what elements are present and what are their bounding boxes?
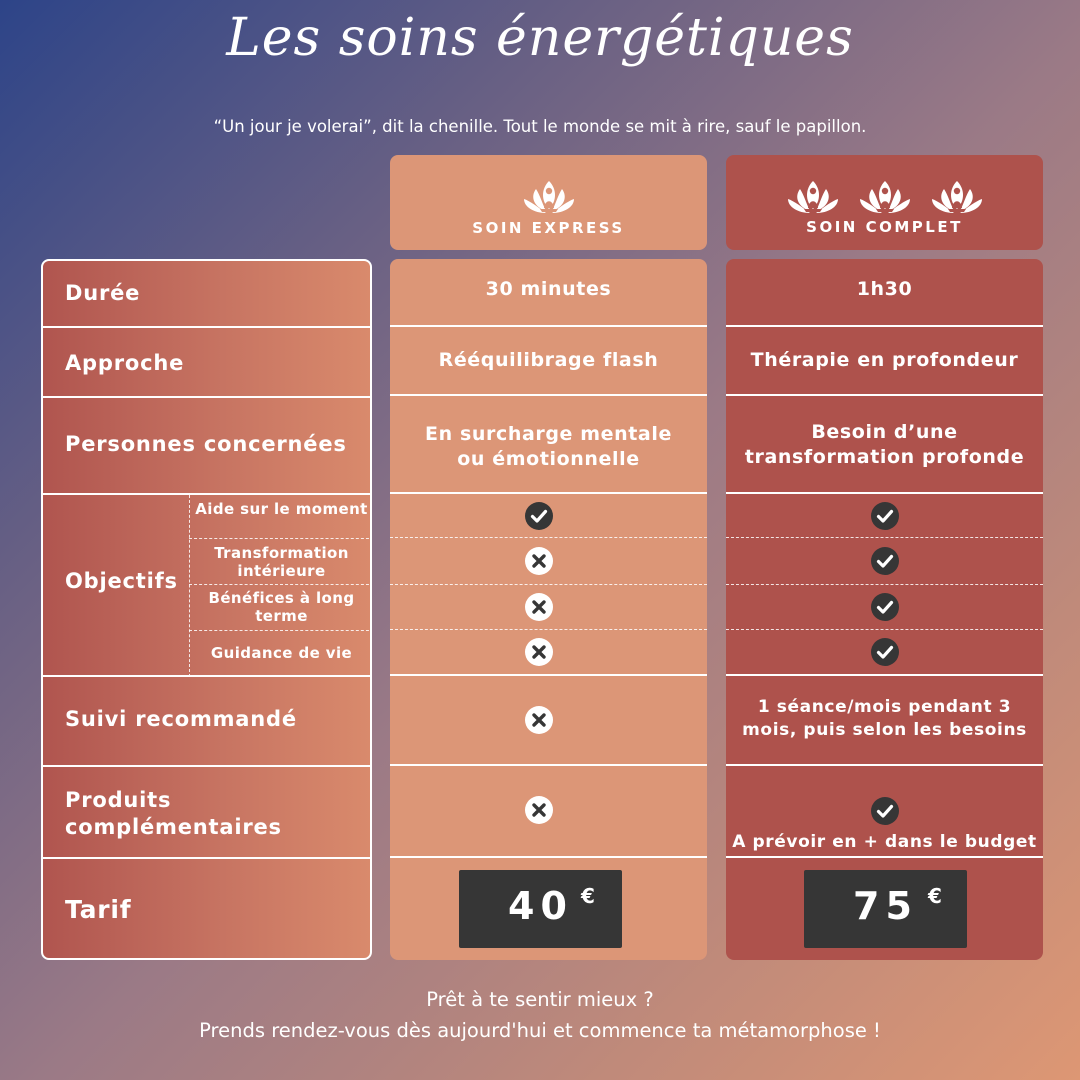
complet-produits-note: A prévoir en + dans le budget: [732, 832, 1037, 852]
row-labels-panel: [41, 259, 372, 960]
complet-panel: [726, 259, 1043, 960]
objective-label: Guidance de vie: [210, 644, 353, 662]
objective-label: Bénéfices à long terme: [208, 589, 355, 625]
row-label-suivi: Suivi recommandé: [65, 707, 297, 731]
cross-icon: [524, 637, 554, 667]
column-header-complet: [726, 155, 1043, 250]
complet-duree: 1h30: [856, 278, 913, 300]
price-currency: €: [581, 884, 595, 908]
check-icon: [870, 501, 900, 531]
express-panel: [390, 259, 707, 960]
row-label-tarif: Tarif: [65, 895, 132, 924]
cross-icon: [524, 546, 554, 576]
lotus-meditation-icon: [516, 175, 582, 219]
express-approche: Rééquilibrage flash: [438, 349, 659, 371]
page-title: Les soins énergétiques: [226, 8, 854, 68]
check-icon: [870, 637, 900, 667]
row-label-approche: Approche: [65, 351, 185, 375]
footer-line-1: Prêt à te sentir mieux ?: [426, 988, 654, 1011]
column-label: SOIN EXPRESS: [472, 219, 625, 237]
complet-suivi: 1 séance/mois pendant 3 mois, puis selon les besoins: [742, 697, 1027, 740]
price-value: 75: [853, 884, 918, 928]
check-icon: [870, 592, 900, 622]
price-currency: €: [928, 884, 942, 908]
footer-line-2: Prends rendez-vous dès aujourd'hui et commence ta métamorphose !: [199, 1019, 881, 1042]
cross-icon: [524, 592, 554, 622]
page-subtitle: “Un jour je volerai”, dit la chenille. Tout le monde se mit à rire, sauf le papillon.: [213, 117, 867, 136]
row-label-personnes: Personnes concernées: [65, 432, 347, 456]
cross-icon: [524, 795, 554, 825]
complet-personnes: Besoin d’une transformation profonde: [744, 421, 1025, 468]
lotus-meditation-icon: [780, 175, 846, 219]
row-label-objectifs: Objectifs: [65, 569, 178, 593]
lotus-meditation-icon: [924, 175, 990, 219]
check-icon: [870, 546, 900, 576]
express-duree: 30 minutes: [485, 278, 612, 300]
cross-icon: [524, 705, 554, 735]
complet-approche: Thérapie en profondeur: [750, 349, 1019, 371]
row-label-produits: Produits complémentaires: [65, 788, 282, 839]
objective-label: Aide sur le moment: [195, 500, 368, 518]
column-label: SOIN COMPLET: [806, 218, 963, 236]
price-express: [459, 870, 622, 948]
express-personnes: En surcharge mentale ou émotionnelle: [425, 423, 672, 470]
row-label-duree: Durée: [65, 281, 141, 305]
column-header-express: [390, 155, 707, 250]
price-value: 40: [508, 884, 573, 928]
price-complet: [804, 870, 967, 948]
check-icon: [870, 796, 900, 826]
lotus-meditation-icon: [852, 175, 918, 219]
check-icon: [524, 501, 554, 531]
objective-label: Transformation intérieure: [214, 544, 349, 580]
